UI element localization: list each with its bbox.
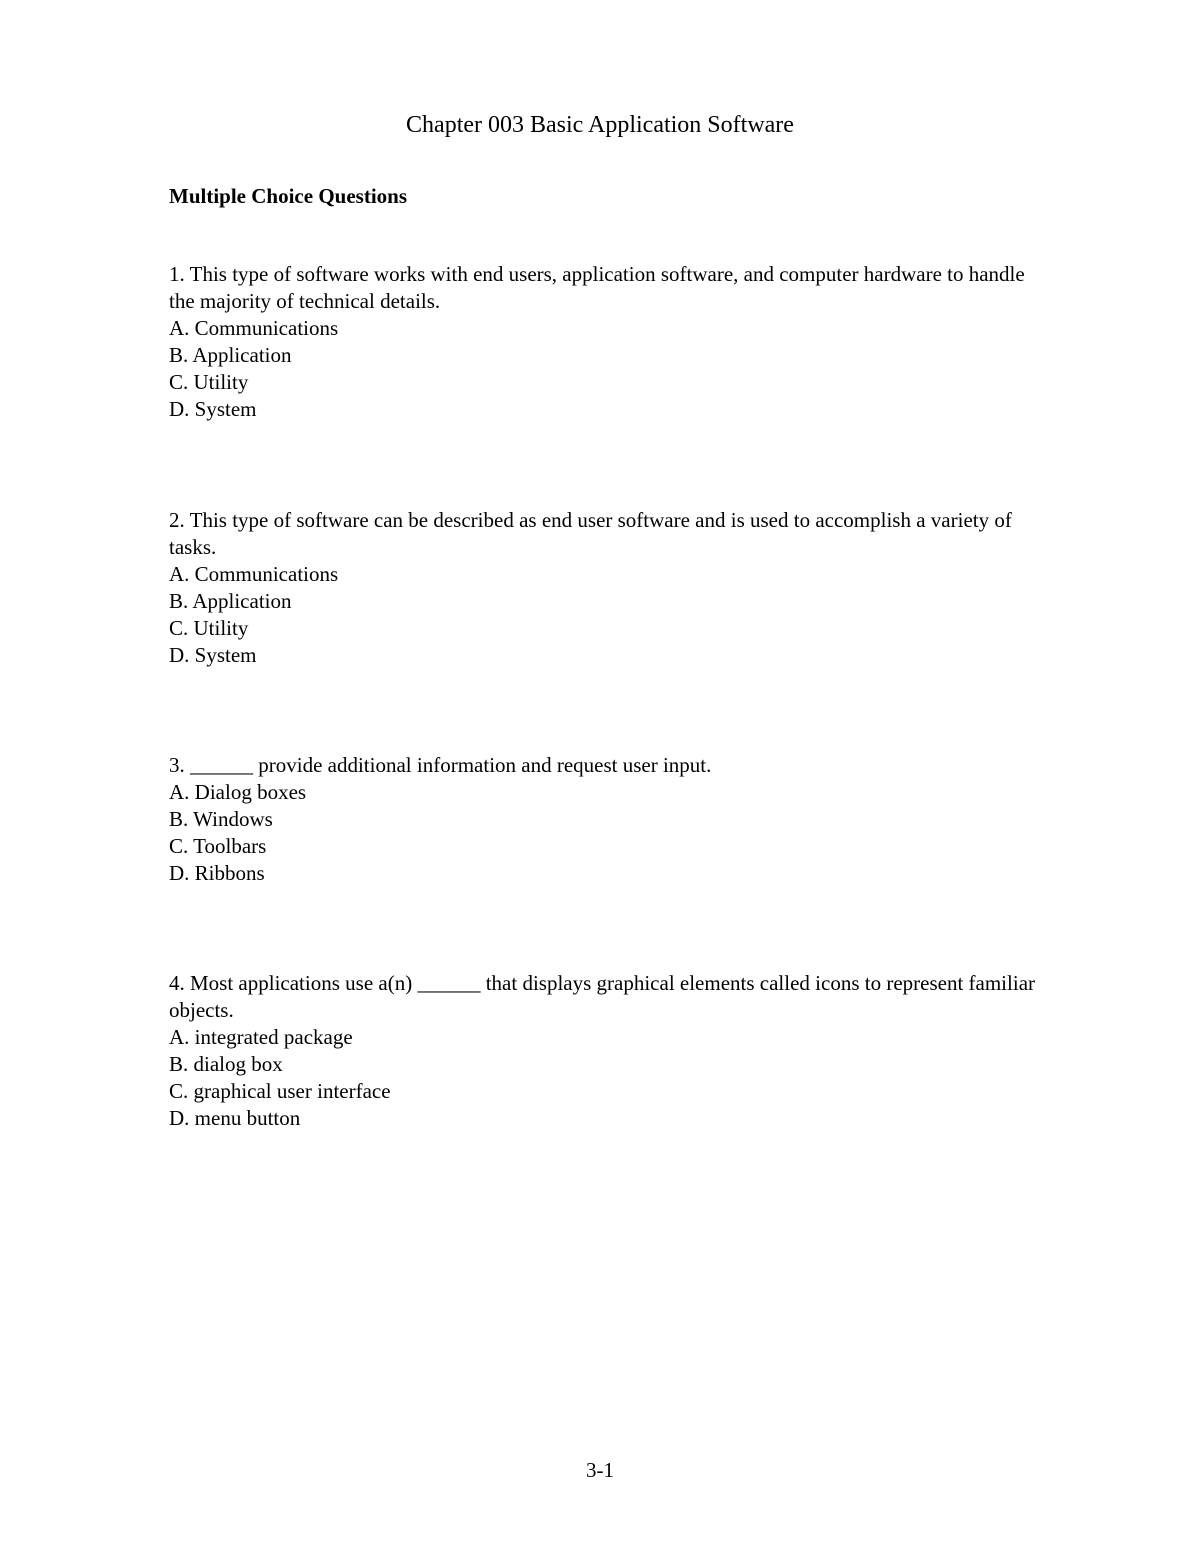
option-c: C. Utility bbox=[169, 616, 249, 640]
option-c: C. Toolbars bbox=[169, 834, 267, 858]
option-c: C. graphical user interface bbox=[169, 1079, 391, 1103]
question-3 bbox=[169, 752, 1069, 887]
answer-options bbox=[169, 779, 1069, 887]
question-1 bbox=[169, 261, 1069, 423]
option-a: A. Communications bbox=[169, 316, 339, 340]
answer-options bbox=[169, 1024, 1069, 1132]
section-heading: Multiple Choice Questions bbox=[169, 184, 408, 208]
option-c: C. Utility bbox=[169, 370, 249, 394]
answer-options bbox=[169, 315, 1069, 423]
option-a: A. Communications bbox=[169, 562, 339, 586]
question-stem: 1. This type of software works with end users, application software, and computer hardware to handle the majority of technical details. bbox=[169, 262, 1025, 313]
question-stem: 4. Most applications use a(n) ______ that displays graphical elements called icons to represent familiar objects. bbox=[169, 971, 1036, 1022]
option-b: B. dialog box bbox=[169, 1052, 283, 1076]
option-d: D. System bbox=[169, 397, 257, 421]
option-a: A. integrated package bbox=[169, 1025, 353, 1049]
option-b: B. Windows bbox=[169, 807, 273, 831]
option-b: B. Application bbox=[169, 343, 292, 367]
option-b: B. Application bbox=[169, 589, 292, 613]
option-d: D. Ribbons bbox=[169, 861, 265, 885]
question-stem: 2. This type of software can be described as end user software and is used to accomplish a variety of tasks. bbox=[169, 508, 1012, 559]
page-number: 3-1 bbox=[586, 1458, 614, 1482]
question-2 bbox=[169, 507, 1069, 669]
option-d: D. menu button bbox=[169, 1106, 301, 1130]
question-stem: 3. ______ provide additional information and request user input. bbox=[169, 753, 712, 777]
document-title: Chapter 003 Basic Application Software bbox=[406, 112, 794, 138]
answer-options bbox=[169, 561, 1069, 669]
option-d: D. System bbox=[169, 643, 257, 667]
question-4 bbox=[169, 970, 1069, 1132]
option-a: A. Dialog boxes bbox=[169, 780, 307, 804]
